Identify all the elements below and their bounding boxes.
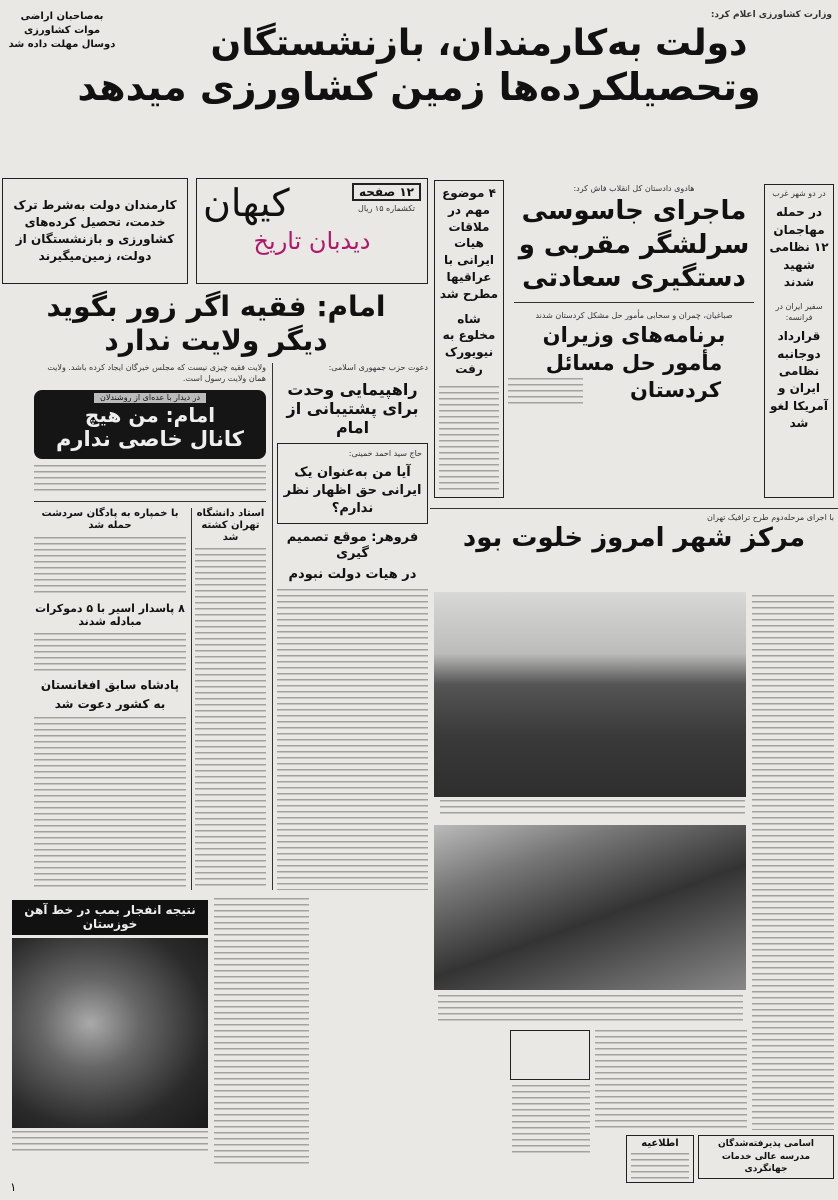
- canal-headline-1: امام: من هیچ: [84, 403, 216, 428]
- article-body-text: [214, 898, 309, 1166]
- spy-kicker: هادوی دادستان کل انقلاب فاش کرد:: [573, 184, 695, 193]
- ahmad-headline: آیا من به‌عنوان یک ایرانی حق اظهار نظر ندارم؟: [283, 464, 422, 516]
- imam-headline-1: امام: فقیه اگر زور بگوید: [46, 290, 386, 323]
- article-body-text: [595, 1030, 747, 1130]
- professor-column: [191, 508, 266, 890]
- article-body-text: [34, 537, 186, 597]
- lead-kicker: وزارت کشاورزی اعلام کرد:: [710, 10, 832, 20]
- photo-caption: [440, 800, 745, 818]
- forouhar-headline-1: فروهر: موقع تصمیم گیری: [286, 530, 419, 561]
- left-section: [4, 290, 428, 890]
- ahmad-kicker: حاج سید احمد خمینی:: [348, 449, 422, 459]
- right-subcolumn: [272, 363, 428, 890]
- afghan-headline-2: به کشور دعوت شد: [54, 697, 166, 712]
- article-body-text: [34, 465, 266, 495]
- page-count: ۱۲ صفحه: [352, 183, 421, 201]
- article-body-text: [752, 595, 834, 1130]
- professor-headline: استاد دانشگاه تهران کشته شد: [196, 507, 265, 543]
- lead-headline-1: دولت به‌کارمندان، بازنشستگان: [210, 22, 748, 64]
- ahmad-box: [277, 443, 428, 524]
- kurdistan-kicker: صباغیان، چمران و سحابی مأمور حل مشکل کردستان شدند: [535, 310, 733, 320]
- announcement-title: اطلاعیه: [641, 1138, 679, 1149]
- treaty-headline: قرارداد دوجانبه نظامی ایران و آمریکا لغو شد: [770, 329, 828, 431]
- lead-headline-2: وتحصیلکرده‌ها زمین کشاورزی میدهد: [77, 64, 761, 109]
- masthead-box: [196, 178, 428, 284]
- imam-headline-2: دیگر ولایت ندارد: [104, 323, 328, 357]
- khuzestan-headline: نتیجه انفجار بمب در خط آهن خوزستان: [12, 900, 208, 935]
- divider: [34, 501, 266, 502]
- page-number: ۱: [10, 1180, 17, 1194]
- kurdistan-headline-2: مأمور حل مسائل: [545, 350, 723, 375]
- article-body-text: [512, 1085, 590, 1155]
- traffic-headline: مرکز شهر امروز خلوت بود: [462, 523, 806, 554]
- traffic-police-photo: [434, 825, 746, 990]
- article-body-text: [439, 386, 499, 493]
- brief-line: موات کشاورزی: [23, 25, 101, 36]
- afghan-headline-1: پادشاه سابق افغانستان: [40, 677, 180, 692]
- kurdistan-headline-1: برنامه‌های وزیران: [542, 323, 726, 348]
- west-kicker: در دو شهر غرب: [772, 189, 826, 198]
- masthead-logo: کیهان: [203, 181, 290, 225]
- brief-line: دوسال مهلت داده شد: [8, 39, 116, 50]
- tourism-notice: اسامی پذیرفته‌شدگان مدرسه عالی خدمات جهانگردی: [717, 1139, 815, 1175]
- photo-caption: [12, 1131, 208, 1153]
- article-body-text: [34, 717, 186, 890]
- lead-story: [6, 10, 832, 110]
- left-brief-box: [434, 180, 504, 498]
- empty-street-photo: [434, 592, 746, 797]
- iraq-headline: ۴ موضوع مهم در ملاقات هیات ایرانی با عراقیها مطرح شد: [439, 186, 499, 301]
- traffic-kicker: با اجرای مرحله‌دوم طرح ترافیک تهران: [706, 513, 834, 522]
- dictionary-box: [510, 1030, 590, 1080]
- price: تکشماره ۱۵ ریال: [358, 204, 415, 214]
- traffic-story: [430, 508, 838, 555]
- article-body-text: [508, 378, 583, 404]
- employees-text: کارمندان دولت به‌شرط ترک خدمت، تحصیل کرده‌های کشاورزی و بازنشستگان از دولت، زمین‌میگیرند: [13, 198, 177, 263]
- sardasht-headline: با خمپاره به پادگان سردشت حمله شد: [41, 507, 179, 531]
- employees-box: [2, 178, 188, 284]
- spy-headline-2: سرلشگر مقربی و: [518, 229, 750, 260]
- exchange-headline: ۸ پاسدار اسیر با ۵ دموکرات مبادله شدند: [35, 601, 185, 628]
- spy-headline-3: دستگیری سعادتی: [522, 262, 746, 293]
- march-headline: راهپیمایی وحدت برای پشتیبانی از امام: [286, 379, 419, 437]
- canal-headline-2: کانال خاصی ندارم: [56, 427, 244, 452]
- train-explosion-photo: [12, 938, 208, 1128]
- canal-box: [34, 390, 266, 459]
- center-stories: [508, 184, 760, 500]
- watermark: دیدبان تاریخ: [253, 226, 371, 255]
- west-headline: در حمله مهاجمان ۱۲ نظامی شهید شدند: [769, 205, 829, 289]
- imam-subtext: ولایت فقیه چیزی نیست که مجلس خبرگان ایجاد کرده باشد. ولایت همان ولایت رسول است.: [47, 363, 266, 383]
- left-subcolumn: [34, 363, 266, 890]
- canal-kicker: در دیدار با عده‌ای از روشندلان: [94, 393, 206, 403]
- brief-line: به‌صاحبان اراضی: [20, 11, 104, 22]
- kurdistan-headline-3: کردستان: [629, 378, 722, 403]
- top-left-brief: [6, 10, 118, 52]
- announcement-box: [626, 1135, 694, 1183]
- article-body-text: [34, 633, 186, 673]
- article-body-text: [631, 1153, 689, 1180]
- shah-headline: شاه مخلوع به نیویورک رفت: [442, 311, 496, 376]
- right-brief-box: [764, 184, 834, 498]
- photo-caption: [438, 995, 743, 1023]
- forouhar-headline-2: در هیات دولت نبودم: [288, 567, 417, 583]
- spy-headline-1: ماجرای جاسوسی: [521, 196, 747, 227]
- divider: [514, 302, 754, 303]
- tourism-notice-box: [698, 1135, 834, 1179]
- khuzestan-story: [12, 900, 208, 1153]
- article-body-text: [277, 589, 428, 890]
- article-body-text: [195, 548, 266, 890]
- treaty-kicker: سفیر ایران در فرانسه:: [775, 302, 823, 322]
- march-kicker: دعوت حزب جمهوری اسلامی:: [328, 363, 428, 373]
- sardasht-column: [34, 508, 186, 890]
